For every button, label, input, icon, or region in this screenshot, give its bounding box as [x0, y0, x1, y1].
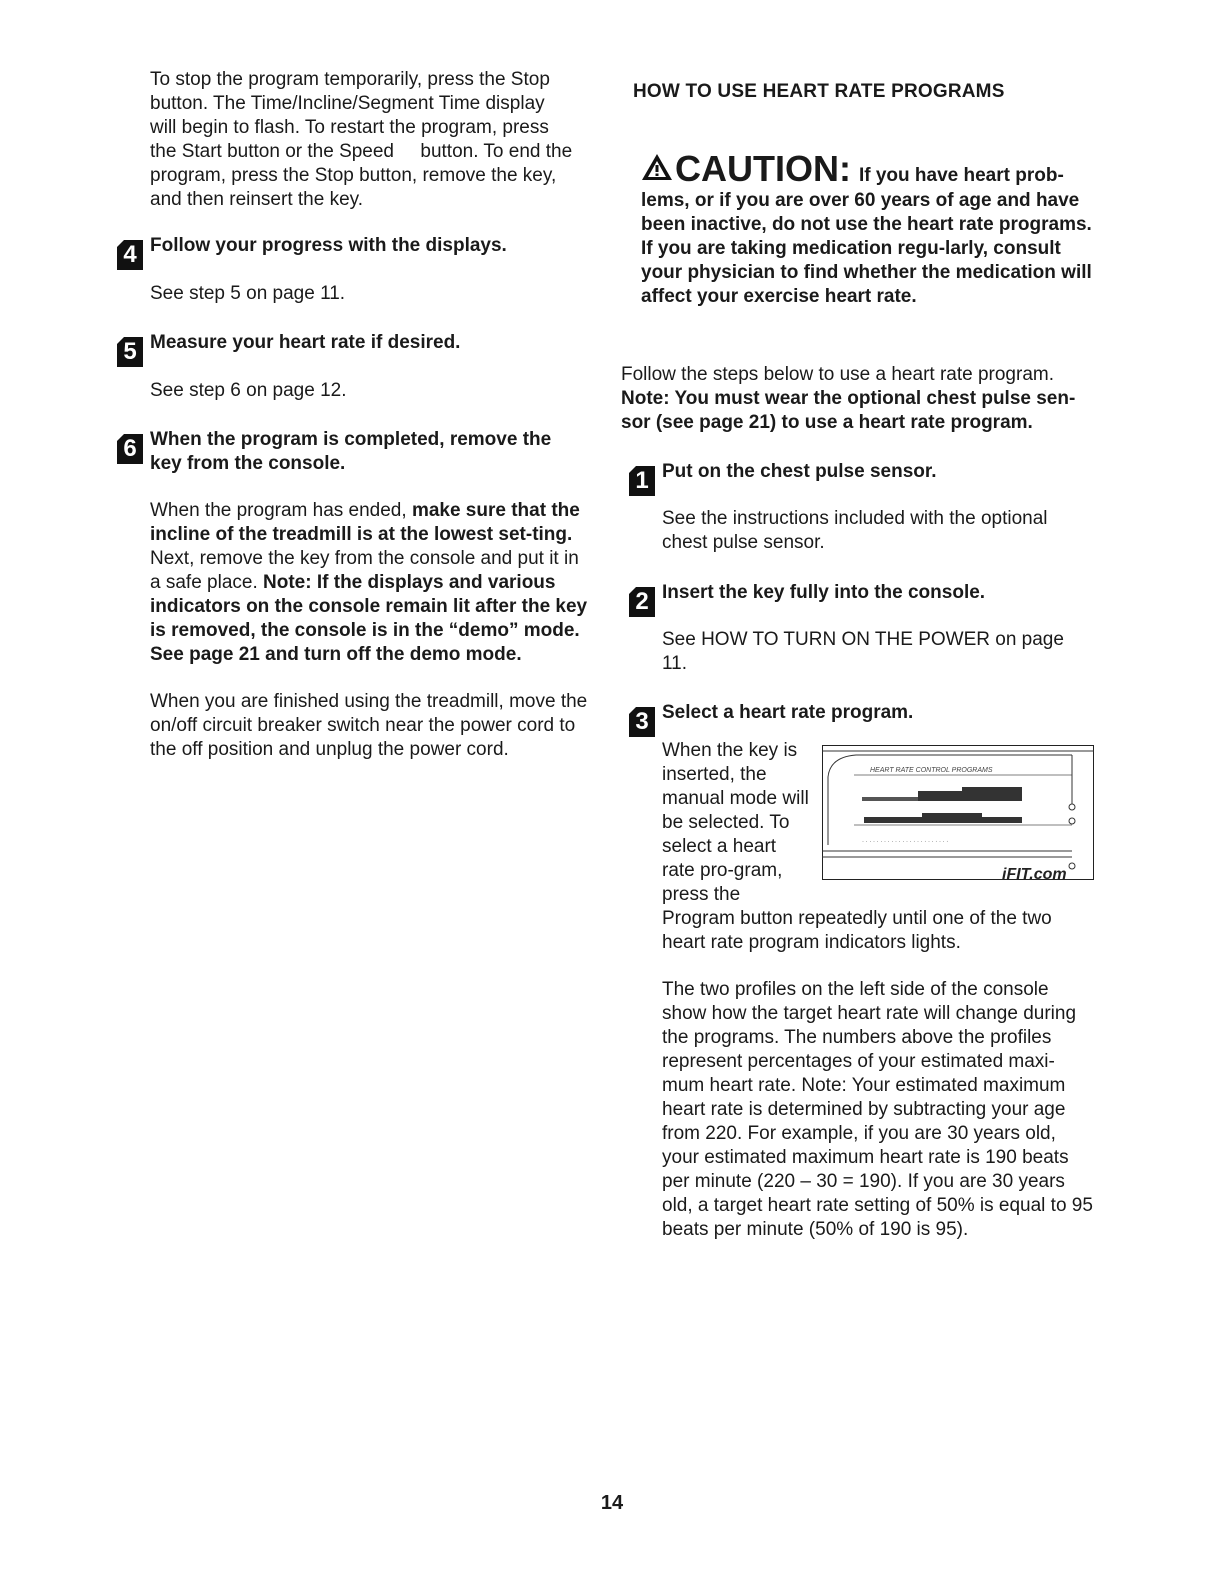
follow-note: Note: You must wear the optional chest pulse sen-sor (see page 21) to use a heart rate program. [621, 388, 1076, 433]
step-number-badge: 1 [629, 466, 655, 496]
caution-text: lems, or if you are over 60 years of age and have been inactive, do not use the heart rate programs. If you are taking medication regu-larly, consult your physician to find whether the medication will affect your exercise heart rate. [641, 190, 1092, 307]
intro-paragraph [150, 68, 590, 212]
left-column [123, 68, 590, 762]
warning-triangle-icon [641, 153, 673, 181]
intro-line: program, press the Stop button, remove the key, [150, 165, 557, 186]
intro-line: will begin to flash. To restart the program, press [150, 117, 549, 138]
step-3 [635, 701, 1097, 1242]
step-2 [635, 581, 1097, 676]
step-body: See the instructions included with the optional chest pulse sensor. [662, 508, 1048, 553]
step-title-line: key from the console. [150, 453, 346, 474]
step-1 [635, 460, 1097, 555]
intro-line: To stop the program temporarily, press the Stop [150, 69, 550, 90]
right-column [621, 80, 1097, 1242]
step-body: See step 6 on page 12. [150, 380, 347, 401]
step-number-badge: 3 [629, 707, 655, 737]
body-text: Next, remove the key from the console and put it in a safe place. [150, 548, 579, 593]
step-number-badge: 6 [117, 434, 143, 464]
step-6 [123, 428, 590, 762]
step-3-body [662, 739, 1094, 1242]
caution-word: CAUTION: [675, 148, 851, 189]
profile-graph-lower [864, 813, 1022, 823]
step-body: See step 5 on page 11. [150, 283, 346, 304]
step-body-closing: When you are finished using the treadmill, move the on/off circuit breaker switch near the power cord to the off position and unplug the power cord. [150, 691, 588, 760]
step-number-badge: 5 [117, 337, 143, 367]
step-title: Insert the key fully into the console. [662, 582, 986, 603]
step-title: Put on the chest pulse sensor. [662, 461, 937, 482]
step-title: Select a heart rate program. [662, 702, 914, 723]
step-body: When the key is inserted, the manual mode will be selected. To select a heart rate pro-gram, press the Program button repeatedly until one of the two heart rate program indicators lights. [662, 740, 1052, 953]
console-small-print: · · · · · · · · · · · · · · · · · · · · · · · · [862, 839, 949, 845]
caution-box [641, 149, 1097, 309]
console-logo: iFIT.com [1002, 866, 1067, 880]
caution-first-text: If you have heart prob- [858, 165, 1064, 186]
intro-line: and then reinsert the key. [150, 189, 363, 210]
step-title [150, 428, 590, 476]
console-display-illustration [822, 745, 1094, 880]
step-4 [123, 234, 590, 306]
caution-first-line [641, 149, 1097, 189]
body-bold-text: make sure that the incline of the treadmill is at the lowest set-ting. [150, 500, 580, 545]
note-text: Note: If the displays and various indicators on the console remain lit after the key is removed, the console is in the “demo” mode. See page 21 and turn off the demo mode. [150, 572, 588, 665]
step-body: See HOW TO TURN ON THE POWER on page 11. [662, 629, 1064, 674]
step-title: Follow your progress with the displays. [150, 235, 507, 256]
page-number: 14 [600, 1492, 624, 1514]
intro-line: the Start button or the Speed button. To end the [150, 141, 573, 162]
step-number-badge: 2 [629, 587, 655, 617]
section-heading: HOW TO USE HEART RATE PROGRAMS [633, 81, 1005, 102]
step-5 [123, 331, 590, 403]
follow-text: Follow the steps below to use a heart rate program. [621, 364, 1055, 385]
step-number-badge: 4 [117, 240, 143, 270]
step-body [150, 499, 590, 667]
console-label: HEART RATE CONTROL PROGRAMS [870, 767, 993, 774]
step-body-profiles: The two profiles on the left side of the console show how the target heart rate will change during the programs. The numbers above the profiles represent percentages of your estimated maxi-mum heart rate. Note: Your estimated maximum heart rate is determined by subtracting your age from 220. For example, if you are 30 years old, your estimated maximum heart rate is 190 beats per minute (220 – 30 = 190). If you are 30 years old, a target heart rate setting of 50% is equal to 95 beats per minute (50% of 190 is 95). [662, 979, 1093, 1240]
body-text: When the program has ended, [150, 500, 412, 521]
follow-paragraph [621, 363, 1097, 435]
right-steps [635, 460, 1097, 1242]
step-title-line: When the program is completed, remove the [150, 429, 552, 450]
profile-graph-upper [862, 787, 1022, 801]
step-title: Measure your heart rate if desired. [150, 332, 461, 353]
intro-line: button. The Time/Incline/Segment Time display [150, 93, 545, 114]
